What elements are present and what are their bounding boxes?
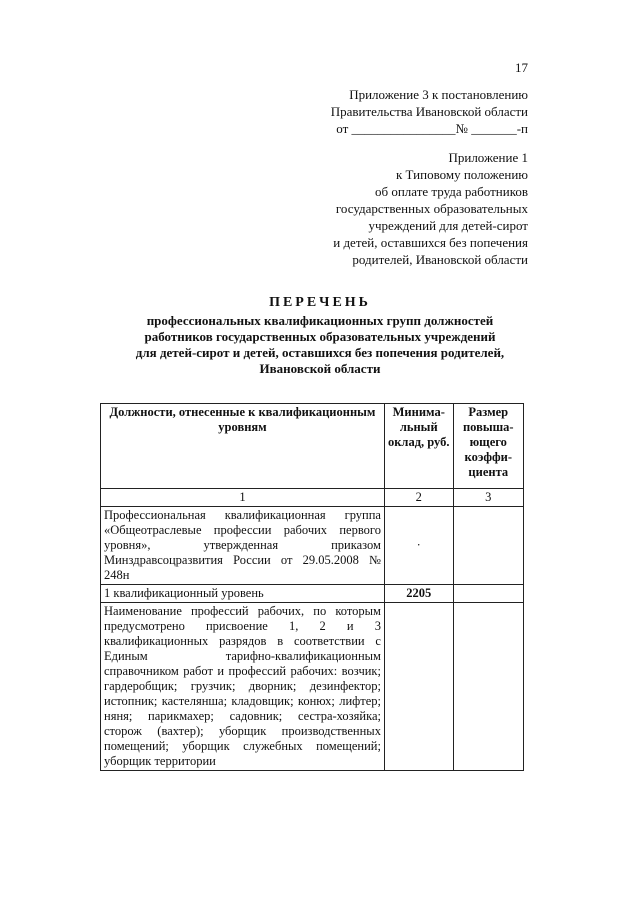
title-line: работников государственных образовательных учреждений [144, 329, 496, 344]
table-header-row [101, 404, 524, 489]
title-line: профессиональных квалификационных групп должностей [146, 313, 494, 328]
annex-1-header [228, 149, 528, 268]
annex-1-line: об оплате труда работников [374, 184, 528, 199]
annex-1-line: учреждений для детей-сирот [368, 218, 528, 233]
column-number: 2 [384, 489, 453, 507]
level-row [101, 585, 524, 603]
annex-3-line-3: от ________________№ _______-п [336, 121, 528, 136]
annex-1-line: к Типовому положению [395, 167, 528, 182]
annex-1-line: Приложение 1 [448, 150, 528, 165]
column-number: 1 [101, 489, 385, 507]
professions-coefficient-empty [453, 603, 523, 771]
document-title [100, 295, 540, 377]
header-coefficient: Размер повыша-ющего коэффи-циента [453, 404, 523, 489]
annex-1-line: государственных образовательных [335, 201, 528, 216]
annex-1-line: и детей, оставшихся без попечения [333, 235, 528, 250]
page-number: 17 [515, 60, 528, 75]
title-line: Ивановской области [259, 361, 381, 376]
group-mark: · [384, 507, 453, 585]
column-number-row [101, 489, 524, 507]
title-line: для детей-сирот и детей, оставшихся без попечения родителей, [135, 345, 505, 360]
annex-3-line-1: Приложение 3 к постановлению [349, 87, 528, 102]
group-description: Профессиональная квалификационная группа «Общеотраслевые профессии рабочих первого уровня», утвержденная приказом Минздравсоцразвития России от 29.05.2008 № 248н [101, 507, 385, 585]
level-label: 1 квалификационный уровень [101, 585, 385, 603]
level-coefficient-empty [453, 585, 523, 603]
group-row [101, 507, 524, 585]
qualification-table [100, 403, 524, 771]
group-coefficient-empty [453, 507, 523, 585]
annex-1-line: родителей, Ивановской области [352, 252, 528, 267]
header-min-salary: Минима-льный оклад, руб. [384, 404, 453, 489]
annex-3-line-2: Правительства Ивановской области [330, 104, 528, 119]
header-positions: Должности, отнесенные к квалификационным уровням [101, 404, 385, 489]
professions-list: Наименование профессий рабочих, по которым предусмотрено присвоение 1, 2 и 3 квалификационных разрядов в соответствии с Единым тарифно-квалификационным справочником работ и профессий рабочих: возчик; гардеробщик; грузчик; дворник; дезинфектор; истопник; кастелянша; кладовщик; конюх; лифтер; няня; парикмахер; садовник; сестра-хозяйка; сторож (вахтер); уборщик производственных помещений; уборщик служебных помещений; уборщик территории [101, 603, 385, 771]
professions-row [101, 603, 524, 771]
title-main: ПЕРЕЧЕНЬ [269, 295, 371, 310]
professions-salary-empty [384, 603, 453, 771]
column-number: 3 [453, 489, 523, 507]
level-salary: 2205 [384, 585, 453, 603]
annex-3-header [208, 86, 528, 137]
